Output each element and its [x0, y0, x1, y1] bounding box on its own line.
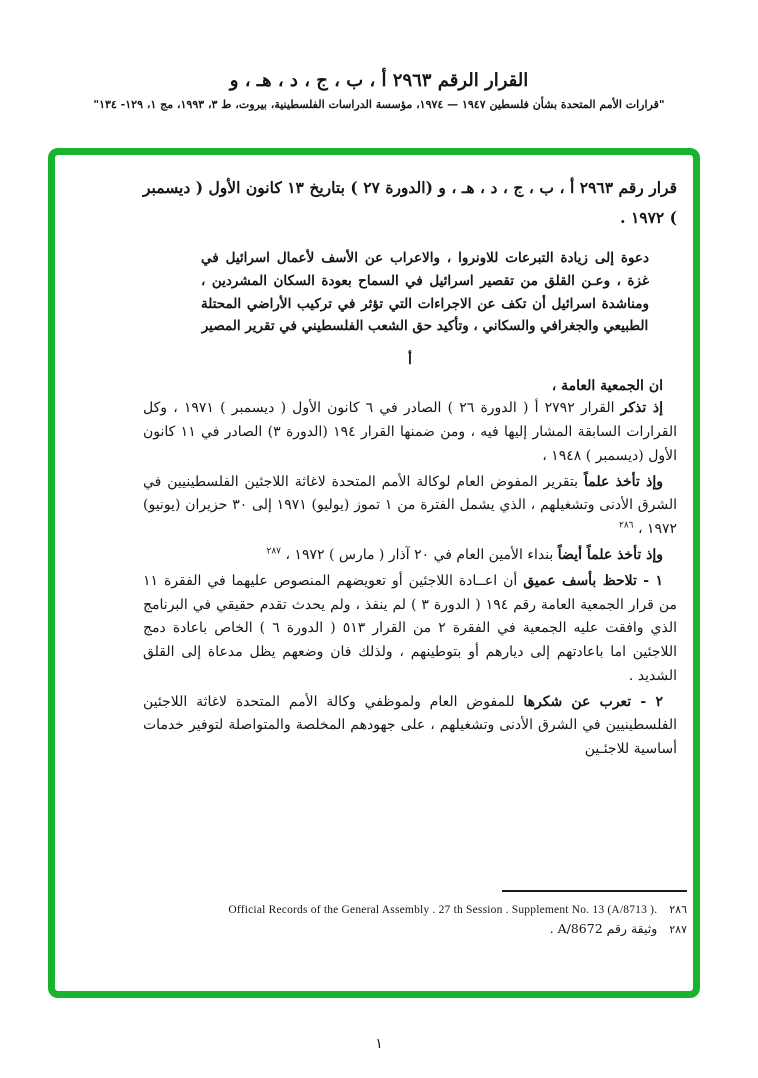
- paragraph-text: بنداء الأمين العام في ٢٠ آذار ( مارس ) ١٩٧٢ ،: [285, 546, 554, 563]
- document-ref: A/8672: [557, 921, 603, 936]
- footnote-text: [550, 921, 658, 936]
- footnote-separator: [502, 890, 687, 892]
- resolution-summary: دعوة إلى زيادة التبرعات للاونروا ، والاعراب عن الأسف لأعمال اسرائيل في غزة ، وعـن القلق من تقصير اسرائيل في السماح بعودة السكان المشردين ، ومناشدة اسرائيل أن تكف عن الاجراءات التي تؤثر في تركيب الأراضي المحتلة الطبيعي والجغرافي والسكاني ، وتأكيد حق الشعب الفلسطيني في تقرير المصير: [201, 250, 649, 335]
- footnote-ref: ٢٨٧: [266, 546, 281, 557]
- highlight-box: [48, 148, 700, 998]
- footnote-marker: ٢٨٧: [669, 923, 687, 936]
- document-header: [0, 70, 758, 111]
- resolution-paragraph: [143, 544, 677, 568]
- paragraph-lead: وإذ تأخذ علماً: [583, 473, 663, 490]
- assembly-opening: ان الجمعية العامة ،: [551, 378, 663, 395]
- paragraph-lead: ٢ - تعرب عن شكرها: [523, 693, 663, 710]
- footnote-text: Official Records of the General Assembly . 27 th Session . Supplement No. 13 (A/8713 ).: [228, 904, 658, 916]
- footnote-ref: ٢٨٦: [618, 520, 634, 531]
- resolution-heading: قرار رقم ٢٩٦٣ أ ، ب ، ج ، د ، هـ ، و (الدورة ٢٧ ) بتاريخ ١٣ كانون الأول ( ديسمبر ) ١٩٧٢ .: [143, 178, 677, 228]
- paragraph-text: للمفوض العام ولموظفي وكالة الأمم المتحدة لاغاثة اللاجئين الفلسطينيين في الشرق الأدنى وتشغيلهم ، على جهودهم المخلصة والمتواصلة لتوفير خدمات أساسية للاجئـين: [143, 693, 677, 758]
- footnote-text-suffix: .: [549, 921, 554, 936]
- source-citation: "قرارات الأمم المتحدة بشأن فلسطين ١٩٤٧ — ١٩٧٤، مؤسسة الدراسات الفلسطينية، بيروت، ط ٣، ١٩٩٣، مج ١، ١٢٩- ١٣٤": [93, 98, 665, 111]
- footnote-text-prefix: وثيقة رقم: [606, 921, 658, 936]
- resolution-paragraph: [143, 570, 677, 689]
- resolution-paragraph: [143, 471, 677, 542]
- footnotes-block: [71, 890, 687, 941]
- paragraph-text: أن اعــادة اللاجئين أو تعويضهم المنصوص عليهما في الفقرة ١١ من قرار الجمعية العامة رقم ١٩٤ ( الدورة ٣ ) لم ينفذ ، ولم يحدث تقدم حقيقي في البرنامج الذي وافقت عليه الجمعية في الفقرة ٢ من القرار ٥١٣ ( الدورة ٦ ) الخاص باعادة دمج اللاجئين اما باعادتهم إلى ديارهم أو بتوطينهم ، ولذلك فان وضعهم يظل مدعاة إلى القلق الشديد .: [143, 572, 677, 684]
- paragraph-lead: وإذ تأخذ علماً أيضاً: [557, 546, 663, 563]
- footnote-item: [71, 901, 687, 916]
- footnote-marker: ٢٨٦: [669, 903, 687, 916]
- resolution-content: [55, 155, 693, 991]
- paragraph-text: بتقرير المفوض العام لوكالة الأمم المتحدة لاغاثة اللاجئين الفلسطينيين في الشرق الأدنى وتشغيلهم ، الذي يشمل الفترة من ١ تموز (يوليو) ١٩٧١ إلى ٣٠ حزيران (يونيو) ١٩٧٢ ،: [143, 473, 678, 538]
- paragraph-text: القرار ٢٧٩٢ أ ( الدورة ٢٦ ) الصادر في ٦ كانون الأول ( ديسمبر ) ١٩٧١ ، وكل القرارات السابقة المشار إليها فيه ، ومن ضمنها القرار ١٩٤ (الدورة ٣) الصادر في ١١ كانون الأول (ديسمبر ) ١٩٤٨ ،: [143, 400, 677, 464]
- footnote-item: [71, 921, 687, 936]
- paragraph-lead: ١ - تلاحظ بأسف عميق: [523, 572, 664, 589]
- resolution-paragraph: [143, 397, 677, 468]
- section-letter: أ: [408, 352, 412, 369]
- paragraph-lead: إذ تذكر: [620, 400, 664, 417]
- resolution-paragraph: [143, 691, 677, 762]
- document-title: القرار الرقم ٢٩٦٣ أ ، ب ، ج ، د ، هـ ، و: [229, 70, 529, 91]
- page-number: ١: [375, 1036, 383, 1052]
